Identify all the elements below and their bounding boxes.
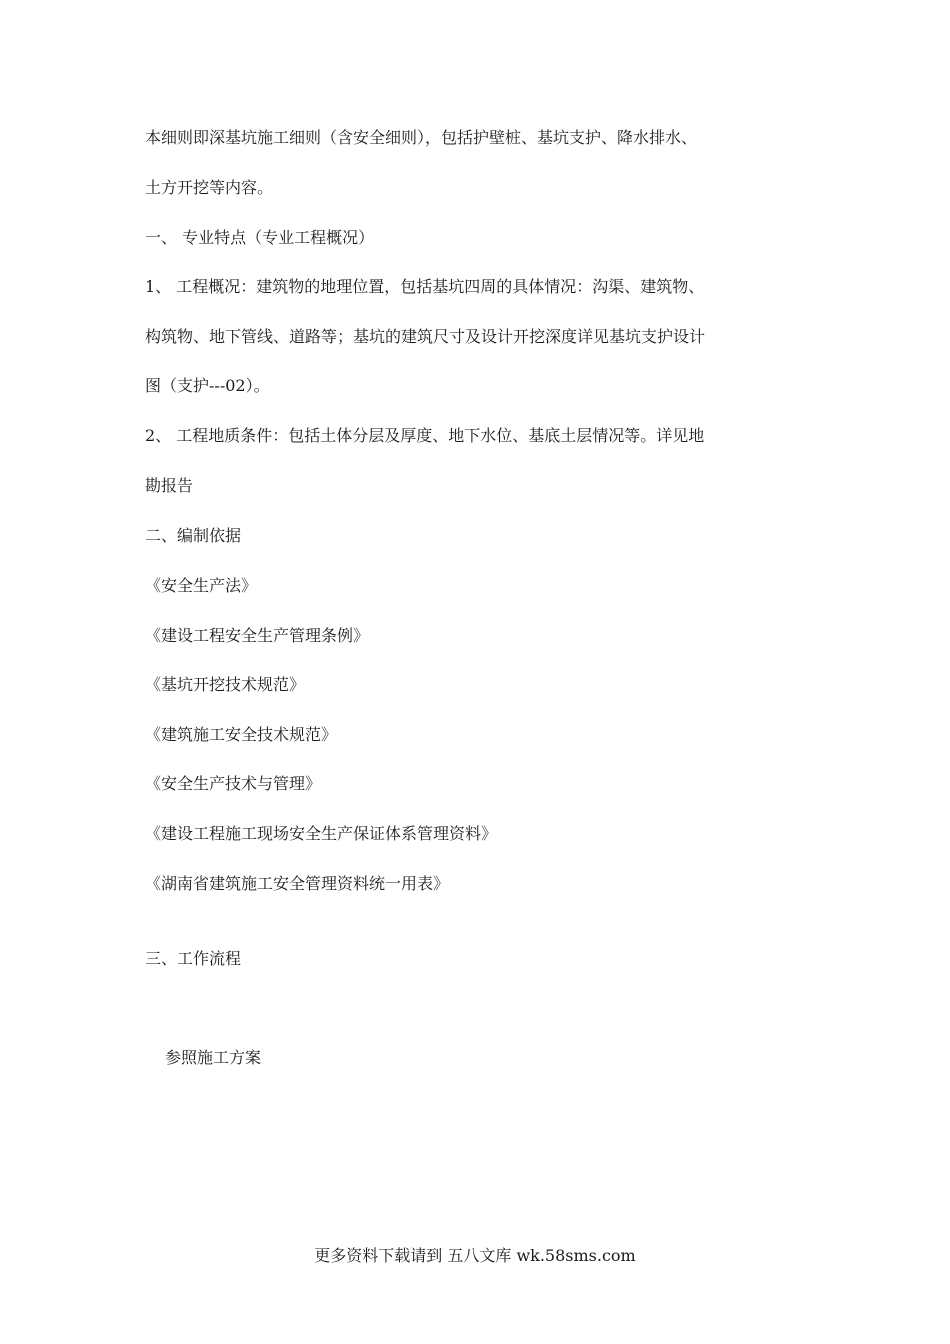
reference-item: 《基坑开挖技术规范》 [145,675,306,694]
geology-line-2: 勘报告 [145,476,194,495]
intro-line-1: 本细则即深基坑施工细则（含安全细则），包括护壁桩、基坑支护、降水排水、 [145,128,698,147]
reference-item: 《建设工程安全生产管理条例》 [145,626,370,645]
project-overview-line-2: 构筑物、地下管线、道路等；基坑的建筑尺寸及设计开挖深度详见基坑支护设计 [145,327,706,346]
workflow-note: 参照施工方案 [165,1048,262,1067]
reference-item: 《安全生产技术与管理》 [145,774,322,793]
section-1-heading: 一、 专业特点（专业工程概况） [145,228,375,247]
project-overview-line-3: 图（支护---02）。 [145,376,270,395]
geology-line-1: 2、 工程地质条件：包括土体分层及厚度、地下水位、基底土层情况等。详见地 [145,426,705,445]
section-2-heading: 二、编制依据 [145,526,242,545]
page-footer: 更多资料下载请到 五八文库 wk.58sms.com [314,1246,636,1265]
reference-item: 《建筑施工安全技术规范》 [145,725,338,744]
intro-line-2: 土方开挖等内容。 [145,178,274,197]
reference-item: 《安全生产法》 [145,576,258,595]
section-3-heading: 三、工作流程 [145,949,242,968]
reference-item: 《建设工程施工现场安全生产保证体系管理资料》 [145,824,498,843]
reference-item: 《湖南省建筑施工安全管理资料统一用表》 [145,874,450,893]
project-overview-line-1: 1、 工程概况：建筑物的地理位置，包括基坑四周的具体情况：沟渠、建筑物、 [145,277,705,296]
